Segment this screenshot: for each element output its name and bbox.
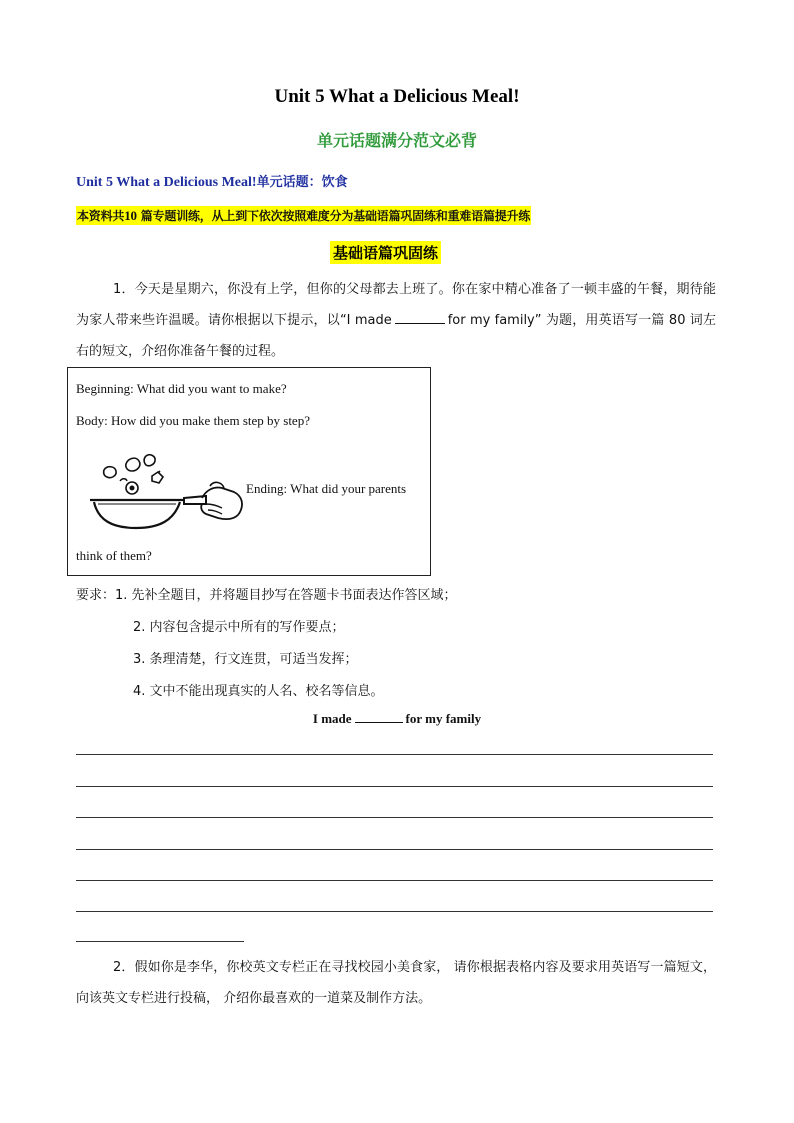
answer-title-a: I made: [312, 711, 352, 726]
requirement-2: 2. 内容包含提示中所有的写作要点；: [133, 620, 345, 635]
document-title: Unit 5 What a Delicious Meal!: [274, 86, 520, 107]
answer-line[interactable]: [76, 754, 713, 755]
hint-beginning: Beginning: What did you want to make?: [76, 381, 287, 396]
section-heading: 基础语篇巩固练: [330, 241, 441, 264]
requirement-3: 3. 条理清楚，行文连贯，可适当发挥；: [133, 652, 358, 667]
answer-title-blank[interactable]: [355, 710, 403, 723]
frying-pan-hand-icon: [86, 446, 246, 536]
requirement-1: 要求：1. 先补全题目，并将题目抄写在答题卡书面表达作答区域；: [76, 588, 457, 603]
question-2-prompt: 2．假如你是李华，你校英文专栏正在寻找校园小美食家， 请你根据表格内容及要求用英语写一篇短文， 向该英文专栏进行投稿， 介绍你最喜欢的一道菜及制作方法。: [76, 960, 716, 1006]
unit-name: Unit 5 What a Delicious Meal!: [76, 175, 257, 190]
hint-ending-cont: think of them?: [76, 548, 152, 563]
notice-text-2: 篇专题训练，从上到下依次按照难度分为基础语篇巩固练和重难语篇提升练: [136, 209, 531, 223]
answer-line[interactable]: [76, 786, 713, 787]
answer-title-b: for my family: [405, 711, 482, 726]
resource-notice: [76, 206, 531, 225]
answer-line-short[interactable]: [76, 941, 244, 942]
answer-title: [0, 710, 794, 727]
answer-line[interactable]: [76, 817, 713, 818]
document-subtitle: 单元话题满分范文必背: [316, 131, 477, 150]
hint-ending: Ending: What did your parents: [246, 481, 407, 496]
notice-count: 10: [124, 208, 137, 223]
question-1-text-b: for my family” 为题，用英语写一篇 80 词左右的短文，介绍你准备午餐的过程。: [76, 313, 716, 359]
title-blank[interactable]: [395, 311, 445, 324]
answer-line[interactable]: [76, 849, 713, 850]
hint-box: [67, 367, 431, 576]
unit-topic: 单元话题：饮食: [256, 175, 348, 190]
unit-topic-line: [76, 171, 348, 191]
hint-body: Body: How did you make them step by step?: [76, 413, 310, 428]
question-1-prompt: [76, 274, 716, 367]
answer-line[interactable]: [76, 911, 713, 912]
answer-line[interactable]: [76, 880, 713, 881]
question-1-text-a: 1．今天是星期六，你没有上学，但你的父母都去上班了。你在家中精心准备了一顿丰盛的午餐，期待能为家人带来些许温暖。请你根据以下提示，以“I made: [76, 282, 716, 328]
requirement-4: 4. 文中不能出现真实的人名、校名等信息。: [133, 684, 384, 699]
notice-text-1: 本资料共: [77, 209, 125, 223]
